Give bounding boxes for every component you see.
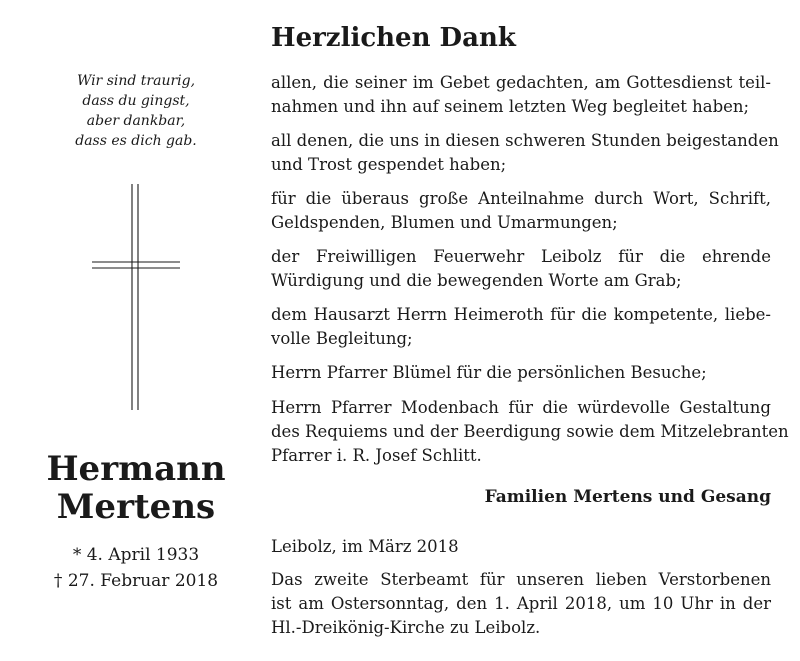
death-date: † 27. Februar 2018	[53, 571, 219, 591]
poem-line: dass du gingst,	[82, 93, 190, 109]
last-name: Mertens	[56, 487, 216, 527]
paragraph-line: all denen, die uns in diesen schweren Stunden beigestanden	[271, 131, 779, 150]
thanks-paragraph	[271, 303, 771, 351]
birth-date: * 4. April 1933	[72, 545, 200, 565]
cross-icon	[92, 184, 182, 410]
paragraph-line: und Trost gespendet haben;	[271, 155, 507, 174]
paragraph-line: Herrn Pfarrer Modenbach für die würdevolle Gestaltung	[271, 398, 771, 417]
notice-line: Hl.-Dreikönig-Kirche zu Leibolz.	[271, 618, 541, 637]
paragraph-line: Herrn Pfarrer Blümel für die persönlichen Besuche;	[271, 363, 707, 382]
poem	[0, 71, 272, 151]
paragraph-line: Geldspenden, Blumen und Umarmungen;	[271, 213, 618, 232]
paragraph-line: der Freiwilligen Feuerwehr Leibolz für die ehrende	[271, 247, 771, 266]
poem-line: Wir sind traurig,	[76, 73, 196, 89]
notice-line: ist am Ostersonntag, den 1. April 2018, um 10 Uhr in der	[271, 594, 771, 613]
thanks-paragraph	[271, 245, 771, 293]
notice-line: Das zweite Sterbeamt für unseren lieben Verstorbenen	[271, 570, 771, 589]
thanks-paragraph	[271, 71, 771, 119]
paragraph-line: für die überaus große Anteilnahme durch Wort, Schrift,	[271, 189, 771, 208]
paragraph-line: Pfarrer i. R. Josef Schlitt.	[271, 446, 482, 465]
deceased-name	[0, 450, 272, 526]
place-date	[271, 535, 771, 559]
paragraph-line: dem Hausarzt Herrn Heimeroth für die kompetente, liebe-	[271, 305, 771, 324]
service-notice	[271, 568, 771, 640]
paragraph-line: des Requiems und der Beerdigung sowie dem Mitzelebranten	[271, 422, 789, 441]
thanks-paragraph	[271, 129, 779, 177]
paragraph-line: Würdigung und die bewegenden Worte am Grab;	[271, 271, 682, 290]
first-name: Hermann	[46, 449, 226, 489]
page-title: Herzlichen Dank	[271, 23, 516, 53]
thanks-paragraph	[271, 187, 771, 235]
thanks-paragraph	[271, 396, 789, 468]
left-column	[0, 0, 272, 661]
poem-line: aber dankbar,	[86, 113, 186, 129]
poem-line: dass es dich gab.	[75, 133, 197, 149]
signature: Familien Mertens und Gesang	[484, 487, 771, 507]
thanks-paragraph	[271, 361, 771, 385]
paragraph-line: volle Begleitung;	[271, 329, 413, 348]
paragraph-line: allen, die seiner im Gebet gedachten, am Gottesdienst teil-	[271, 73, 771, 92]
place-date-line: Leibolz, im März 2018	[271, 537, 459, 556]
life-dates	[0, 542, 272, 594]
paragraph-line: nahmen und ihn auf seinem letzten Weg begleitet haben;	[271, 97, 750, 116]
